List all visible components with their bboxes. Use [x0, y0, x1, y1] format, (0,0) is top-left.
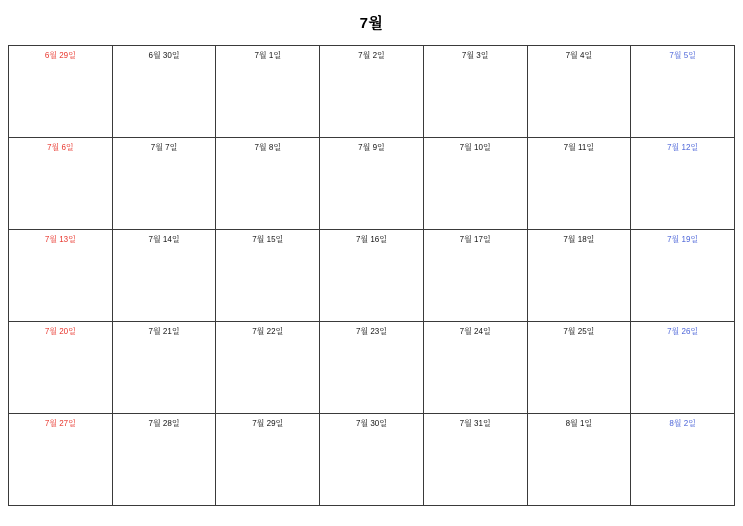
calendar-day-cell[interactable]: [112, 322, 216, 414]
calendar-day-cell[interactable]: [9, 322, 113, 414]
day-number: 7월 18일: [563, 235, 595, 244]
day-notes-area[interactable]: [9, 246, 112, 316]
day-number: 6월 29일: [44, 51, 76, 60]
calendar-week-row: [9, 322, 735, 414]
day-number: 8월 2일: [669, 419, 696, 428]
day-notes-area[interactable]: [320, 154, 423, 224]
day-notes-area[interactable]: [424, 246, 527, 316]
calendar-day-cell[interactable]: [9, 414, 113, 506]
day-number: 7월 1일: [254, 51, 282, 60]
day-number: 7월 16일: [355, 235, 387, 244]
day-number: 7월 22일: [252, 327, 284, 336]
day-notes-area[interactable]: [528, 338, 631, 408]
calendar-day-cell[interactable]: [631, 322, 735, 414]
day-notes-area[interactable]: [631, 62, 734, 132]
day-notes-area[interactable]: [216, 338, 319, 408]
calendar-day-cell[interactable]: [216, 414, 320, 506]
calendar-day-cell[interactable]: [527, 138, 631, 230]
day-notes-area[interactable]: [631, 338, 734, 408]
calendar-day-cell[interactable]: [423, 46, 527, 138]
calendar-day-cell[interactable]: [216, 46, 320, 138]
calendar-day-cell[interactable]: [423, 138, 527, 230]
calendar-week-row: [9, 230, 735, 322]
calendar-day-cell[interactable]: [320, 230, 424, 322]
day-number: 7월 29일: [252, 419, 284, 428]
day-notes-area[interactable]: [113, 154, 216, 224]
day-notes-area[interactable]: [320, 246, 423, 316]
day-number: 7월 8일: [254, 143, 282, 152]
calendar-day-cell[interactable]: [9, 138, 113, 230]
day-number: 7월 19일: [667, 235, 699, 244]
day-number: 7월 30일: [355, 419, 387, 428]
day-notes-area[interactable]: [424, 338, 527, 408]
calendar-day-cell[interactable]: [216, 138, 320, 230]
day-number: 7월 15일: [252, 235, 284, 244]
day-notes-area[interactable]: [216, 154, 319, 224]
calendar-day-cell[interactable]: [527, 322, 631, 414]
calendar-day-cell[interactable]: [320, 46, 424, 138]
day-notes-area[interactable]: [320, 62, 423, 132]
calendar-body: [9, 46, 735, 506]
day-notes-area[interactable]: [424, 62, 527, 132]
calendar-day-cell[interactable]: [423, 230, 527, 322]
day-number: 7월 12일: [667, 143, 699, 152]
day-notes-area[interactable]: [113, 338, 216, 408]
day-number: 7월 26일: [667, 327, 699, 336]
day-notes-area[interactable]: [9, 430, 112, 500]
day-number: 7월 14일: [148, 235, 180, 244]
calendar-table: [8, 45, 735, 506]
calendar-day-cell[interactable]: [9, 230, 113, 322]
day-number: 7월 4일: [565, 51, 593, 60]
calendar-day-cell[interactable]: [9, 46, 113, 138]
day-number: 7월 27일: [44, 419, 76, 428]
calendar-day-cell[interactable]: [631, 414, 735, 506]
day-number: 7월 17일: [459, 235, 491, 244]
day-notes-area[interactable]: [631, 154, 734, 224]
day-number: 7월 6일: [47, 143, 74, 152]
calendar-day-cell[interactable]: [320, 414, 424, 506]
calendar-day-cell[interactable]: [631, 138, 735, 230]
day-notes-area[interactable]: [424, 154, 527, 224]
day-notes-area[interactable]: [216, 430, 319, 500]
day-number: 7월 3일: [461, 51, 489, 60]
day-notes-area[interactable]: [113, 246, 216, 316]
day-number: 7월 2일: [358, 51, 385, 60]
day-number: 7월 9일: [358, 143, 385, 152]
calendar-day-cell[interactable]: [527, 414, 631, 506]
calendar-day-cell[interactable]: [112, 138, 216, 230]
calendar-day-cell[interactable]: [527, 230, 631, 322]
day-number: 7월 25일: [563, 327, 595, 336]
calendar-week-row: [9, 414, 735, 506]
day-number: 7월 31일: [459, 419, 491, 428]
day-number: 7월 7일: [150, 143, 178, 152]
calendar-day-cell[interactable]: [320, 138, 424, 230]
day-number: 7월 13일: [44, 235, 76, 244]
day-number: 6월 30일: [148, 51, 180, 60]
day-number: 7월 21일: [148, 327, 180, 336]
day-notes-area[interactable]: [631, 430, 734, 500]
day-notes-area[interactable]: [528, 62, 631, 132]
calendar-day-cell[interactable]: [631, 230, 735, 322]
day-number: 7월 23일: [355, 327, 387, 336]
day-notes-area[interactable]: [631, 246, 734, 316]
calendar-day-cell[interactable]: [423, 322, 527, 414]
calendar-day-cell[interactable]: [631, 46, 735, 138]
calendar-day-cell[interactable]: [423, 414, 527, 506]
calendar-week-row: [9, 46, 735, 138]
calendar-day-cell[interactable]: [112, 46, 216, 138]
calendar-day-cell[interactable]: [216, 322, 320, 414]
day-number: 7월 11일: [563, 143, 595, 152]
calendar-week-row: [9, 138, 735, 230]
calendar-day-cell[interactable]: [112, 230, 216, 322]
calendar-container: [8, 45, 735, 506]
day-notes-area[interactable]: [9, 154, 112, 224]
day-number: 7월 5일: [669, 51, 696, 60]
day-number: 7월 10일: [459, 143, 491, 152]
calendar-day-cell[interactable]: [112, 414, 216, 506]
day-notes-area[interactable]: [528, 246, 631, 316]
calendar-day-cell[interactable]: [320, 322, 424, 414]
calendar-day-cell[interactable]: [527, 46, 631, 138]
day-number: 7월 20일: [44, 327, 76, 336]
calendar-day-cell[interactable]: [216, 230, 320, 322]
day-notes-area[interactable]: [216, 246, 319, 316]
day-notes-area[interactable]: [9, 62, 112, 132]
day-number: 7월 24일: [459, 327, 491, 336]
day-notes-area[interactable]: [320, 430, 423, 500]
day-notes-area[interactable]: [113, 430, 216, 500]
day-notes-area[interactable]: [113, 62, 216, 132]
day-notes-area[interactable]: [216, 62, 319, 132]
day-notes-area[interactable]: [528, 430, 631, 500]
day-number: 8월 1일: [565, 419, 593, 428]
day-notes-area[interactable]: [424, 430, 527, 500]
day-notes-area[interactable]: [320, 338, 423, 408]
day-notes-area[interactable]: [9, 338, 112, 408]
day-number: 7월 28일: [148, 419, 180, 428]
page-title: 7월: [359, 15, 384, 32]
day-notes-area[interactable]: [528, 154, 631, 224]
